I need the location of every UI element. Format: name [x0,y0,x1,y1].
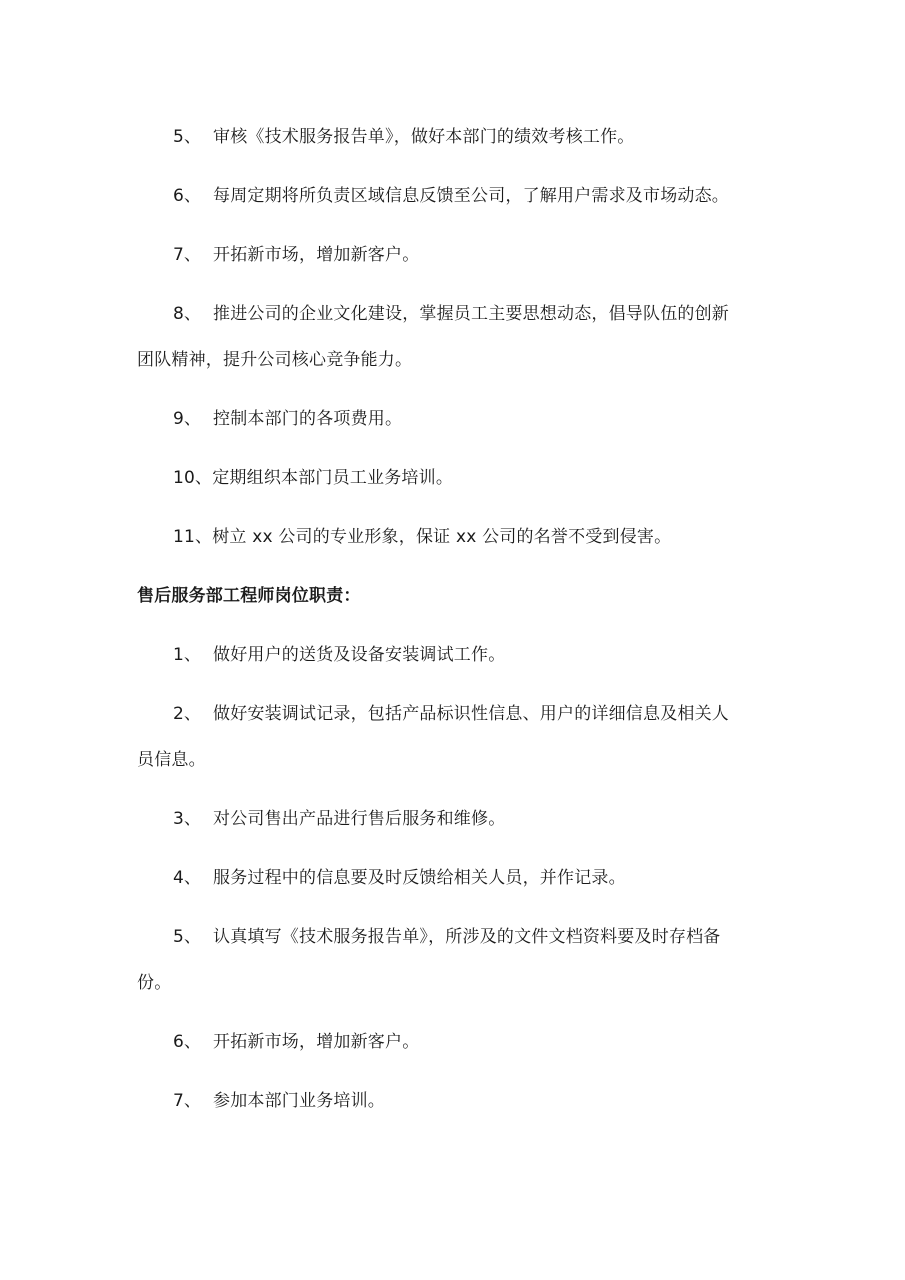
item-text: 推进公司的企业文化建设，掌握员工主要思想动态，倡导队伍的创新 [213,304,729,324]
item-text: 服务过程中的信息要及时反馈给相关人员，并作记录。 [213,868,626,888]
item-number: 7、 [173,1091,202,1111]
item-number: 5、 [173,927,202,947]
item-text-continuation: 份。 [137,973,172,993]
item-number: 3、 [173,809,202,829]
item-text: 认真填写《技术服务报告单》，所涉及的文件文档资料要及时存档备 [213,927,721,947]
item-number: 6、 [173,186,202,206]
item-number: 4、 [173,868,202,888]
item-text: 审核《技术服务报告单》，做好本部门的绩效考核工作。 [213,127,635,147]
item-text: 每周定期将所负责区域信息反馈至公司，了解用户需求及市场动态。 [213,186,729,206]
item-number: 9、 [173,409,202,429]
item-text: 开拓新市场，增加新客户。 [213,1032,420,1052]
item-text: 对公司售出产品进行售后服务和维修。 [213,809,506,829]
item-number: 6、 [173,1032,202,1052]
item-text: 10、定期组织本部门员工业务培训。 [173,468,454,488]
item-text: 参加本部门业务培训。 [213,1091,385,1111]
item-number: 5、 [173,127,202,147]
item-number: 2、 [173,704,202,724]
item-text: 做好安装调试记录，包括产品标识性信息、用户的详细信息及相关人 [213,704,729,724]
item-number: 8、 [173,304,202,324]
item-text: 11、树立 xx 公司的专业形象，保证 xx 公司的名誉不受到侵害。 [173,527,672,547]
item-text: 开拓新市场，增加新客户。 [213,245,420,265]
item-number: 1、 [173,645,202,665]
section-heading: 售后服务部工程师岗位职责： [137,586,361,606]
item-number: 7、 [173,245,202,265]
item-text: 做好用户的送货及设备安装调试工作。 [213,645,506,665]
item-text-continuation: 员信息。 [137,750,206,770]
item-text: 控制本部门的各项费用。 [213,409,403,429]
item-text-continuation: 团队精神，提升公司核心竞争能力。 [137,350,413,370]
